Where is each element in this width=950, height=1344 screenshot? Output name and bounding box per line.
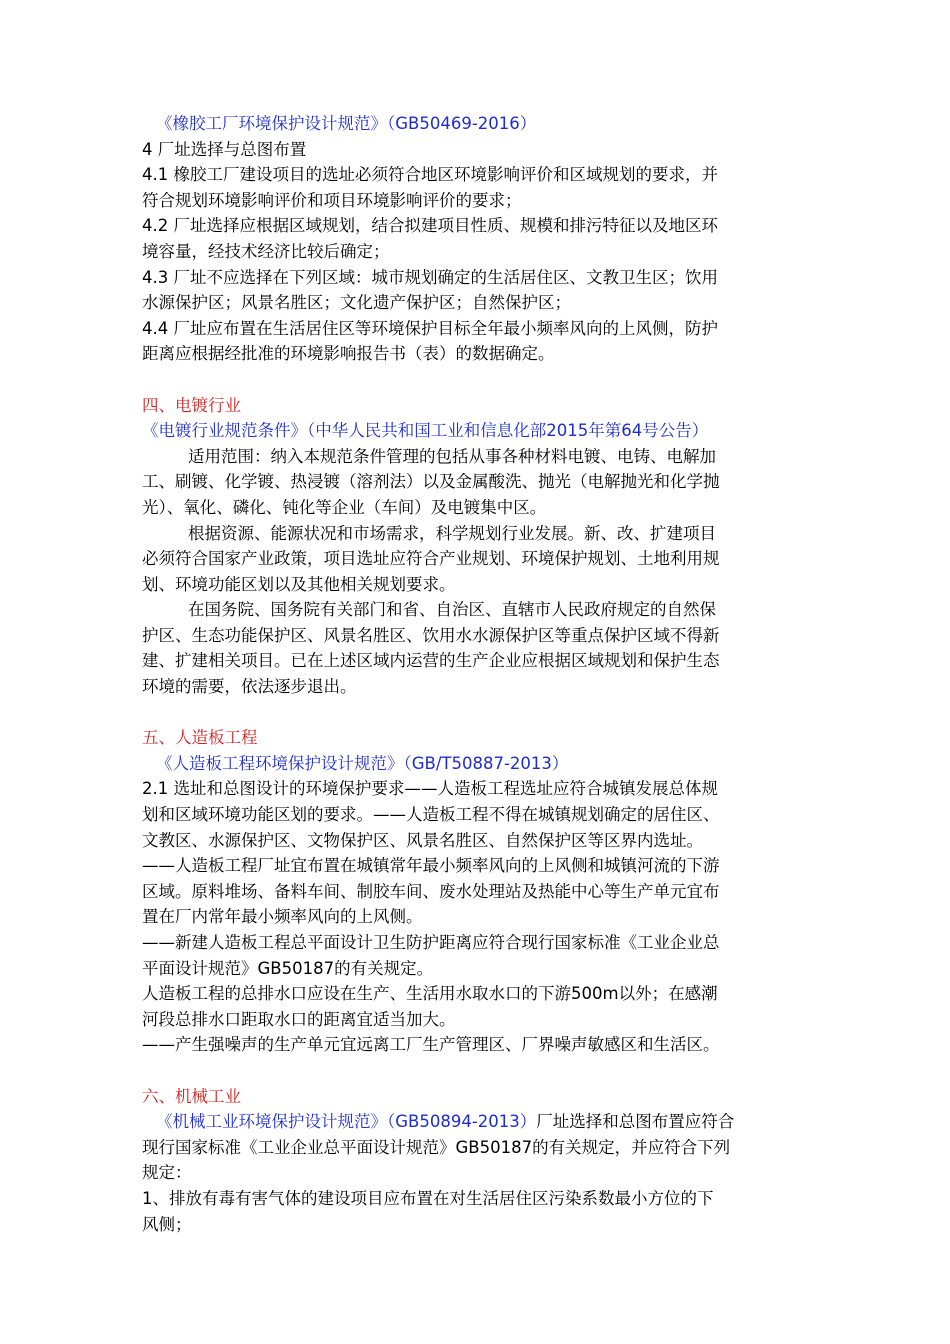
paragraph-line: 符合规划环境影响评价和项目环境影响评价的要求； xyxy=(142,190,522,210)
machinery-heading: 六、机械工业 xyxy=(142,1086,241,1106)
spacer xyxy=(142,1058,832,1084)
paragraph-line: 适用范围：纳入本规范条件管理的包括从事各种材料电镀、电铸、电解加 xyxy=(188,446,716,466)
paragraph-line: 置在厂内常年最小频率风向的上风侧。 xyxy=(142,907,423,927)
paragraph-line: 水源保护区；风景名胜区；文化遗产保护区；自然保护区； xyxy=(142,293,571,313)
paragraph-line: 根据资源、能源状况和市场需求，科学规划行业发展。新、改、扩建项目 xyxy=(188,523,716,543)
paragraph-line: 文教区、水源保护区、文物保护区、风景名胜区、自然保护区等区界内选址。 xyxy=(142,830,703,850)
paragraph-line: 4.1 橡胶工厂建设项目的选址必须符合地区环境影响评价和区域规划的要求，并 xyxy=(142,165,718,185)
paragraph-line: 河段总排水口距取水口的距离宜适当加大。 xyxy=(142,1009,456,1029)
paragraph-line: 距离应根据经批准的环境影响报告书（表）的数据确定。 xyxy=(142,344,555,364)
electroplating-standard-title: 《电镀行业规范条件》（中华人民共和国工业和信息化部2015年第64号公告） xyxy=(142,421,709,441)
paragraph-line: 环境的需要，依法逐步退出。 xyxy=(142,677,357,697)
paragraph-line: ——人造板工程厂址宜布置在城镇常年最小频率风向的上风侧和城镇河流的下游 xyxy=(142,856,720,876)
paragraph-line: 在国务院、国务院有关部门和省、自治区、直辖市人民政府规定的自然保 xyxy=(188,600,716,620)
paragraph-line: 划、环境功能区划以及其他相关规划要求。 xyxy=(142,574,456,594)
machinery-title-tail: 厂址选择和总图布置应符合 xyxy=(536,1112,735,1132)
paragraph-line: 划和区域环境功能区划的要求。——人造板工程不得在城镇规划确定的居住区、 xyxy=(142,805,720,825)
paragraph-line: 建、扩建相关项目。已在上述区域内运营的生产企业应根据区域规划和保护生态 xyxy=(142,651,720,671)
electroplating-heading: 四、电镀行业 xyxy=(142,395,241,415)
paragraph-line: 光）、氧化、磷化、钝化等企业（车间）及电镀集中区。 xyxy=(142,497,547,517)
paragraph-line: 4.2 厂址选择应根据区域规划，结合拟建项目性质、规模和排污特征以及地区环 xyxy=(142,216,718,236)
paragraph-line: 4.4 厂址应布置在生活居住区等环境保护目标全年最小频率风向的上风侧，防护 xyxy=(142,318,718,338)
rubber-section-heading: 4 厂址选择与总图布置 xyxy=(142,139,307,159)
document-body xyxy=(142,111,832,1237)
paragraph-line: 现行国家标准《工业企业总平面设计规范》GB50187的有关规定，并应符合下列 xyxy=(142,1137,731,1157)
machinery-standard-title: 《机械工业环境保护设计规范》（GB50894-2013） xyxy=(156,1112,537,1132)
paragraph-line: 1、排放有毒有害气体的建设项目应布置在对生活居住区污染系数最小方位的下 xyxy=(142,1188,714,1208)
paragraph-line: 平面设计规范》GB50187的有关规定。 xyxy=(142,958,434,978)
spacer xyxy=(142,367,832,393)
paragraph-line: 区域。原料堆场、备料车间、制胶车间、废水处理站及热能中心等生产单元宜布 xyxy=(142,881,720,901)
paragraph-line: 2.1 选址和总图设计的环境保护要求——人造板工程选址应符合城镇发展总体规 xyxy=(142,779,718,799)
paragraph-line: ——新建人造板工程总平面设计卫生防护距离应符合现行国家标准《工业企业总 xyxy=(142,933,720,952)
panel-standard-title: 《人造板工程环境保护设计规范》（GB/T50887-2013） xyxy=(156,753,569,773)
paragraph-line: 规定： xyxy=(142,1163,192,1183)
paragraph-line: 工、刷镀、化学镀、热浸镀（溶剂法）以及金属酸洗、抛光（电解抛光和化学抛 xyxy=(142,472,720,492)
machinery-title-line xyxy=(142,1109,832,1135)
paragraph-line: 4.3 厂址不应选择在下列区域：城市规划确定的生活居住区、文教卫生区；饮用 xyxy=(142,267,718,287)
paragraph-line: ——产生强噪声的生产单元宜远离工厂生产管理区、厂界噪声敏感区和生活区。 xyxy=(142,1035,720,1055)
paragraph-line: 必须符合国家产业政策，项目选址应符合产业规划、环境保护规划、土地利用规 xyxy=(142,549,720,569)
paragraph-line: 人造板工程的总排水口应设在生产、生活用水取水口的下游500m以外；在感潮 xyxy=(142,984,718,1004)
panel-heading: 五、人造板工程 xyxy=(142,728,258,748)
paragraph-line: 风侧； xyxy=(142,1214,192,1234)
spacer xyxy=(142,700,832,726)
rubber-standard-title: 《橡胶工厂环境保护设计规范》（GB50469-2016） xyxy=(156,114,537,133)
paragraph-line: 境容量，经技术经济比较后确定； xyxy=(142,241,390,261)
paragraph-line: 护区、生态功能保护区、风景名胜区、饮用水水源保护区等重点保护区域不得新 xyxy=(142,625,720,645)
